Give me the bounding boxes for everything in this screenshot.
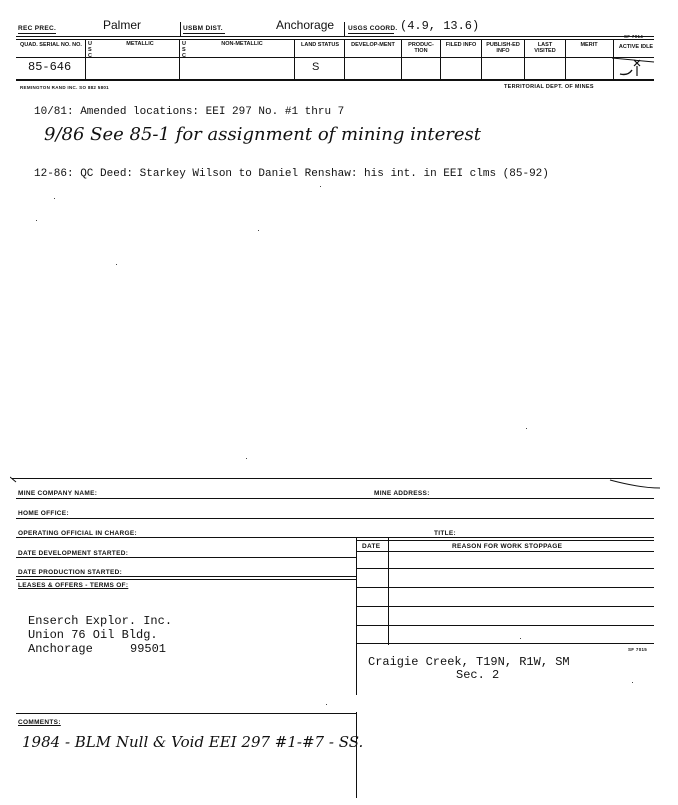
title-label: TITLE: — [434, 530, 457, 537]
active-idle-mark — [610, 56, 658, 82]
quad-serial-label: QUAD. SERIAL NO. NO. — [20, 42, 82, 48]
col-production: PRODUC-TION — [408, 42, 434, 54]
rec-prec-value: Palmer — [103, 18, 142, 32]
home-office-label: HOME OFFICE: — [18, 510, 69, 517]
col-merit: MERIT — [580, 42, 598, 48]
form-code: SF 7014 — [624, 34, 644, 39]
lessee-zip: 99501 — [130, 642, 167, 656]
lessee-line-3: Anchorage — [28, 642, 93, 656]
location-line-2: Sec. 2 — [456, 668, 500, 682]
lessee-line-1: Enserch Explor. Inc. — [28, 614, 173, 628]
nonmetallic-label: NON-METALLIC — [221, 41, 263, 47]
entry-line-3: 12-86: QC Deed: Starkey Wilson to Daniel Renshaw: his int. in EEI clms (85-92) — [34, 168, 549, 180]
printer-line: REMINGTON RAND INC. SO 882 5801 — [20, 85, 109, 90]
location-line-1: Craigie Creek, T19N, R1W, SM — [368, 655, 570, 669]
metallic-label: METALLIC — [126, 41, 154, 47]
usgs-coord-value: (4.9, 13.6) — [400, 19, 480, 33]
comments-handwritten: 1984 - BLM Null & Void EEI 297 #1-#7 - SS. — [22, 733, 364, 751]
lessee-line-2: Union 76 Oil Bldg. — [28, 628, 158, 642]
col-published-info: PUBLISH-ED INFO — [486, 42, 520, 54]
entry-line-1: 10/81: Amended locations: EEI 297 No. #1 thru 7 — [34, 106, 345, 118]
date-col-label: DATE — [362, 543, 381, 550]
comments-label: COMMENTS: — [18, 719, 61, 726]
land-status-value: S — [312, 61, 320, 73]
date-production-label: DATE PRODUCTION STARTED: — [18, 569, 123, 576]
entry-line-2-handwritten: 9/86 See 85-1 for assignment of mining interest — [44, 124, 482, 145]
usc-nonmetallic: U S C — [182, 41, 186, 59]
leases-label: LEASES & OFFERS - TERMS OF: — [18, 582, 129, 589]
usgs-coord-label: USGS COORD. — [348, 25, 398, 32]
usbm-dist-value: Anchorage — [276, 18, 335, 32]
col-filed-info: FILED INFO — [445, 42, 477, 48]
usbm-dist-label: USBM DIST. — [183, 25, 223, 32]
col-last-visited: LAST VISITED — [534, 42, 556, 54]
date-development-label: DATE DEVELOPMENT STARTED: — [18, 550, 129, 557]
col-development: DEVELOP-MENT — [351, 42, 395, 48]
col-land-status: LAND STATUS — [301, 42, 339, 48]
territorial-label: TERRITORIAL DEPT. OF MINES — [504, 84, 594, 90]
usc-metallic: U S C — [88, 41, 92, 59]
mine-company-label: MINE COMPANY NAME: — [18, 490, 98, 497]
reason-label: REASON FOR WORK STOPPAGE — [452, 543, 563, 550]
mine-address-label: MINE ADDRESS: — [374, 490, 430, 497]
quad-serial-value: 85-646 — [28, 60, 72, 74]
operating-official-label: OPERATING OFFICIAL IN CHARGE: — [18, 530, 137, 537]
form-code-2: SF 7015 — [628, 647, 648, 652]
col-active-idle: ACTIVE IDLE — [618, 44, 654, 50]
rec-prec-label: REC PREC. — [18, 25, 57, 32]
